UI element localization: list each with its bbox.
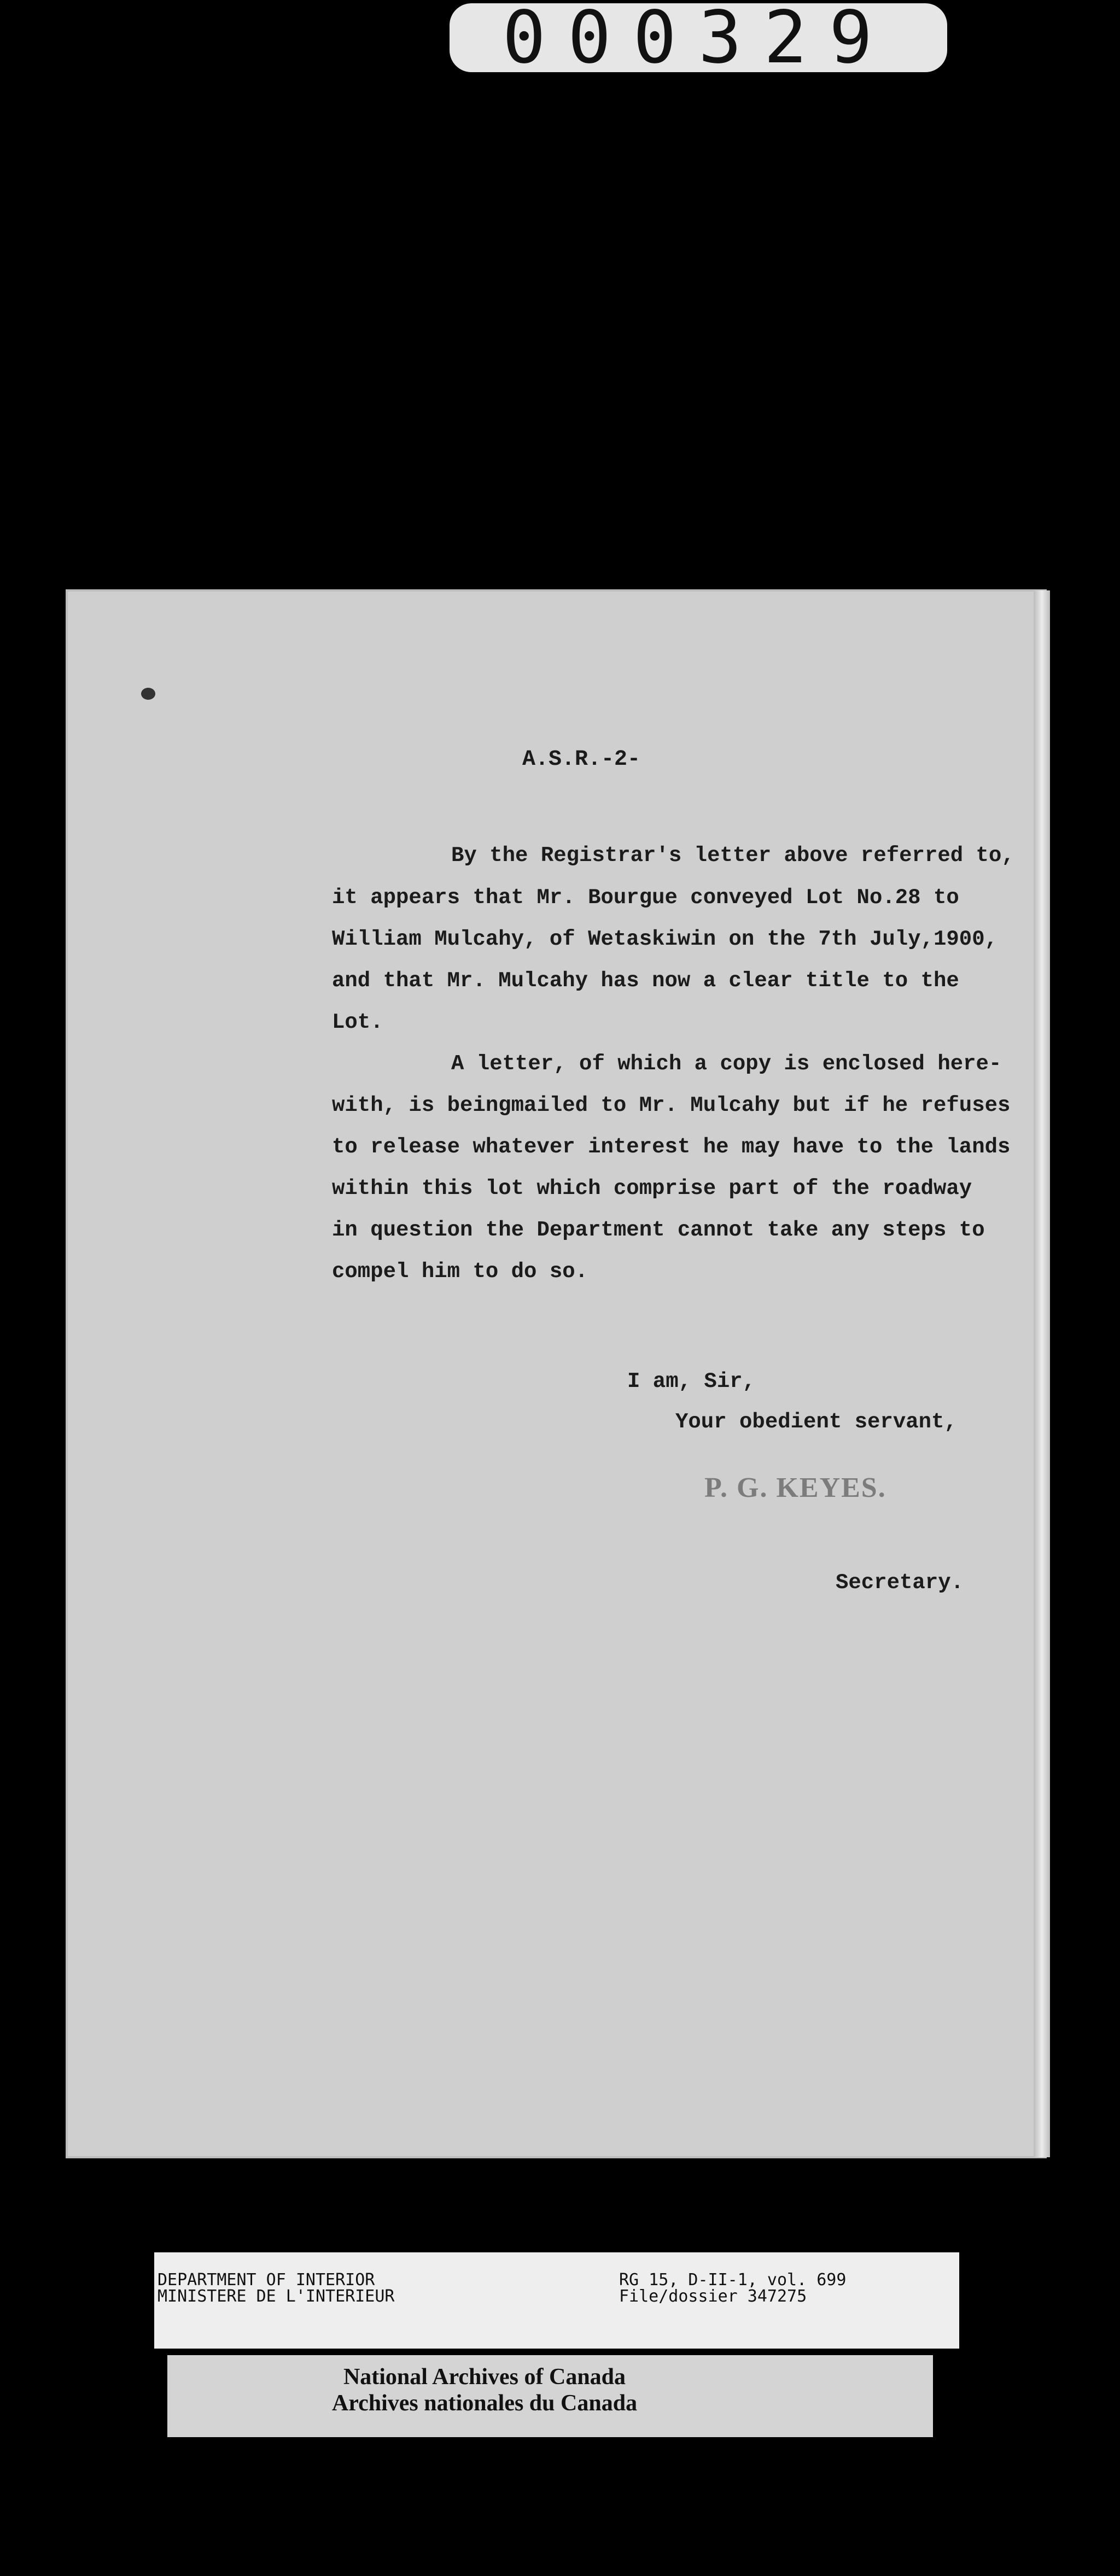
signatory-title: Secretary. — [836, 1571, 964, 1595]
department-name — [158, 2272, 394, 2305]
archive-reference — [619, 2272, 846, 2305]
body-line-10: in question the Department cannot take any steps to — [332, 1218, 985, 1242]
document-page — [66, 589, 1047, 2158]
closing-line-1: I am, Sir, — [627, 1369, 756, 1394]
body-line-3: William Mulcahy, of Wetaskiwin on the 7th July,1900, — [332, 927, 998, 951]
page-reference: A.S.R.-2- — [522, 747, 641, 772]
body-line-11: compel him to do so. — [332, 1260, 588, 1284]
body-line-6: A letter, of which a copy is enclosed here- — [451, 1052, 1002, 1076]
archives-line-2: Archives nationales du Canada — [331, 2391, 638, 2416]
archives-line-1: National Archives of Canada — [343, 2364, 626, 2390]
page-edge — [1034, 590, 1050, 2157]
department-line-2: MINISTERE DE L'INTERIEUR — [158, 2287, 395, 2306]
department-line-1: DEPARTMENT OF INTERIOR — [158, 2270, 375, 2290]
reference-line-1: RG 15, D-II-1, vol. 699 — [619, 2270, 847, 2290]
body-line-1: By the Registrar's letter above referred to, — [451, 844, 1014, 868]
department-label — [154, 2252, 959, 2349]
body-line-5: Lot. — [332, 1010, 383, 1034]
frame-number: 000329 — [450, 3, 947, 72]
body-line-2: it appears that Mr. Bourgue conveyed Lot No.28 to — [332, 886, 959, 910]
body-line-8: to release whatever interest he may have to the lands — [332, 1135, 1011, 1159]
body-line-4: and that Mr. Mulcahy has now a clear title to the — [332, 969, 959, 993]
body-line-7: with, is beingmailed to Mr. Mulcahy but if he refuses — [332, 1093, 1011, 1117]
body-line-9: within this lot which comprise part of the roadway — [332, 1176, 972, 1201]
signature-stamp: P. G. KEYES. — [704, 1472, 886, 1503]
archives-label — [167, 2355, 933, 2437]
punch-mark — [141, 688, 155, 700]
reference-line-2: File/dossier 347275 — [619, 2287, 807, 2306]
closing-line-2: Your obedient servant, — [675, 1410, 957, 1434]
